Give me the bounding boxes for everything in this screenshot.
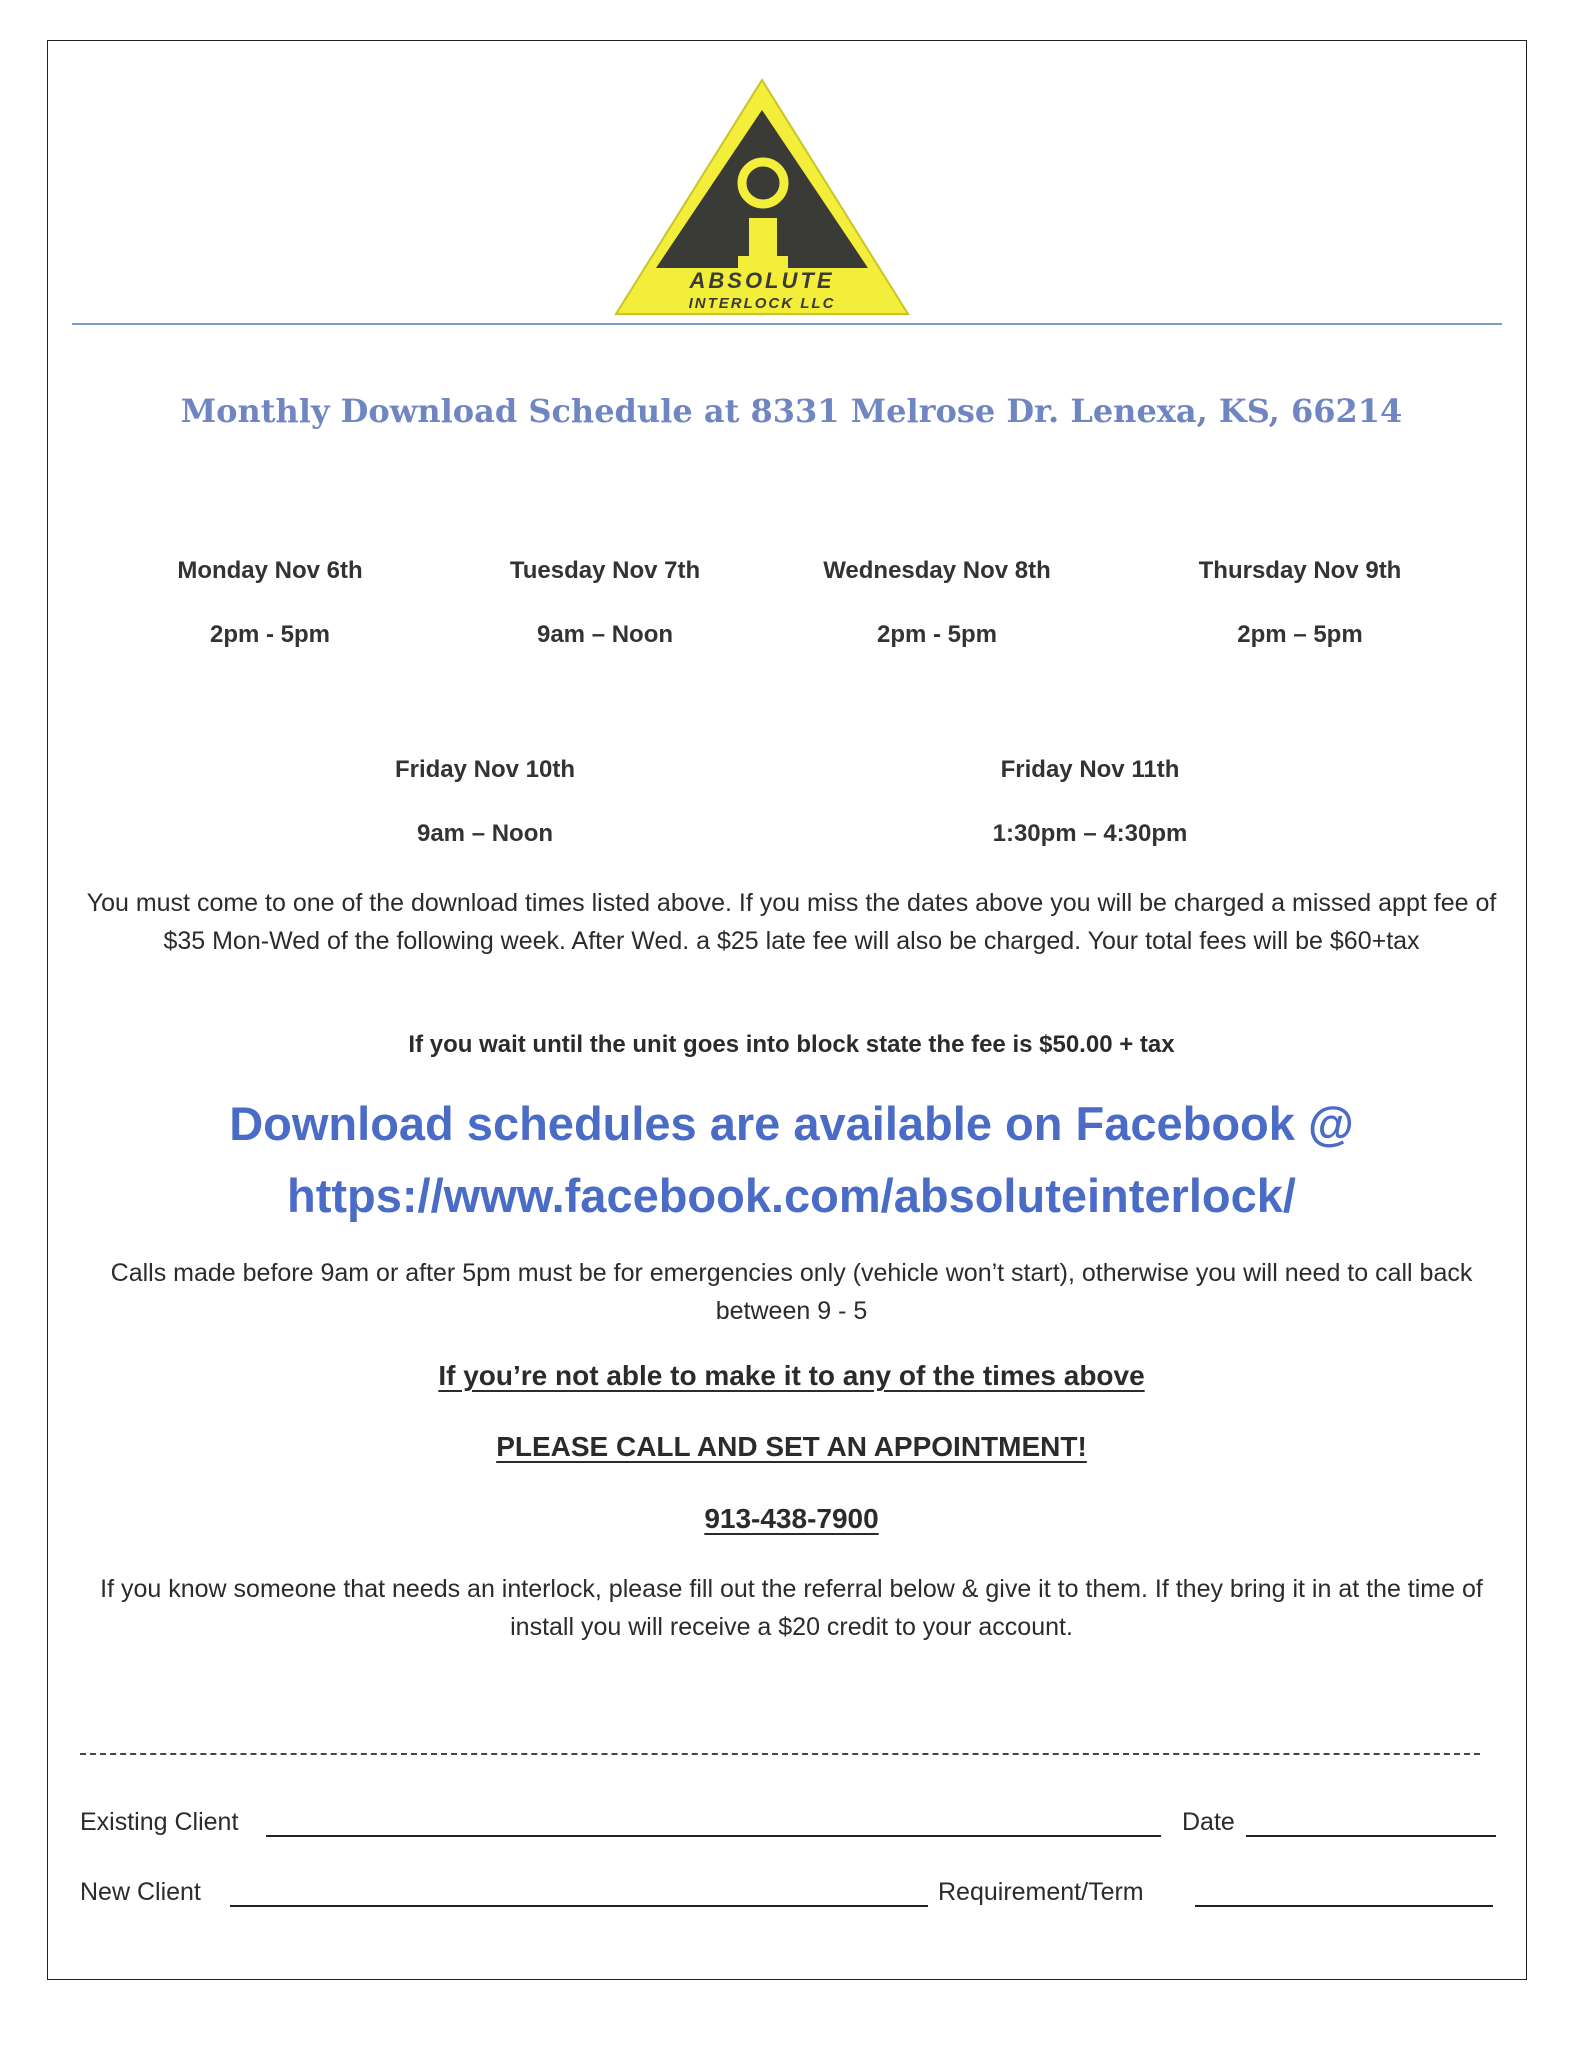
missed-appointment-notice: You must come to one of the download times listed above. If you miss the dates above you will be charged a missed appt fee of $35 Mon-Wed of the following week. After Wed. a $25 late fee will also be charged. Your total fees will be $60+tax [86, 889, 1497, 955]
schedule-day: Tuesday Nov 7th [509, 557, 701, 584]
form-row-existing-client [80, 1801, 1500, 1841]
schedule-time: 1:30pm – 4:30pm [992, 820, 1188, 847]
schedule-item-friday-11 [920, 756, 1260, 848]
requirement-term-field[interactable] [1195, 1905, 1493, 1907]
form-row-new-client [80, 1871, 1500, 1911]
schedule-item-friday-10 [315, 756, 655, 848]
existing-client-field[interactable] [266, 1835, 1161, 1837]
schedule-item-wednesday [767, 557, 1107, 649]
schedule-time: 2pm - 5pm [209, 621, 331, 648]
calls-notice: Calls made before 9am or after 5pm must be for emergencies only (vehicle won’t start), otherwise you will need to call back between 9 - 5 [110, 1259, 1473, 1325]
header-rule [72, 323, 1502, 325]
cta-line-text: If you’re not able to make it to any of the times above [438, 1360, 1145, 1391]
schedule-day: Friday Nov 11th [1000, 756, 1180, 783]
cut-line [80, 1753, 1480, 1755]
phone-number-text[interactable]: 913-438-7900 [704, 1503, 879, 1534]
facebook-notice [0, 1088, 1583, 1232]
schedule-item-tuesday [435, 557, 775, 649]
requirement-term-label: Requirement/Term [938, 1878, 1144, 1906]
cta-appointment-text: PLEASE CALL AND SET AN APPOINTMENT! [496, 1431, 1087, 1462]
schedule-time: 9am – Noon [536, 621, 674, 648]
block-state-notice: If you wait until the unit goes into block state the fee is $50.00 + tax [408, 1031, 1175, 1058]
schedule-day: Thursday Nov 9th [1198, 557, 1402, 584]
logo-text-line1: ABSOLUTE [689, 268, 835, 293]
cta-line [0, 1360, 1583, 1392]
facebook-line: Download schedules are available on Facebook @ [229, 1097, 1354, 1150]
schedule-day: Wednesday Nov 8th [823, 557, 1051, 584]
schedule-day: Friday Nov 10th [394, 756, 576, 783]
facebook-link[interactable]: https://www.facebook.com/absoluteinterlock/ [287, 1169, 1296, 1222]
absolute-interlock-logo [612, 76, 912, 318]
schedule-time: 2pm - 5pm [876, 621, 998, 648]
schedule-time: 2pm – 5pm [1237, 621, 1363, 648]
logo-text-line2: INTERLOCK LLC [688, 295, 836, 312]
phone-number [0, 1503, 1583, 1535]
page-frame [47, 40, 1527, 1980]
schedule-day: Monday Nov 6th [177, 557, 363, 584]
schedule-time: 9am – Noon [416, 820, 554, 847]
page-title: Monthly Download Schedule at 8331 Melrose Dr. Lenexa, KS, 66214 [180, 392, 1403, 430]
date-label: Date [1182, 1808, 1235, 1836]
existing-client-label: Existing Client [80, 1808, 239, 1836]
schedule-item-monday [100, 557, 440, 649]
schedule-item-thursday [1130, 557, 1470, 649]
referral-notice: If you know someone that needs an interlock, please fill out the referral below & give it to them. If they bring it in at the time of install you will receive a $20 credit to your account. [100, 1575, 1483, 1641]
new-client-label: New Client [80, 1878, 201, 1906]
cta-appointment [0, 1431, 1583, 1463]
date-field[interactable] [1246, 1835, 1496, 1837]
new-client-field[interactable] [230, 1905, 928, 1907]
